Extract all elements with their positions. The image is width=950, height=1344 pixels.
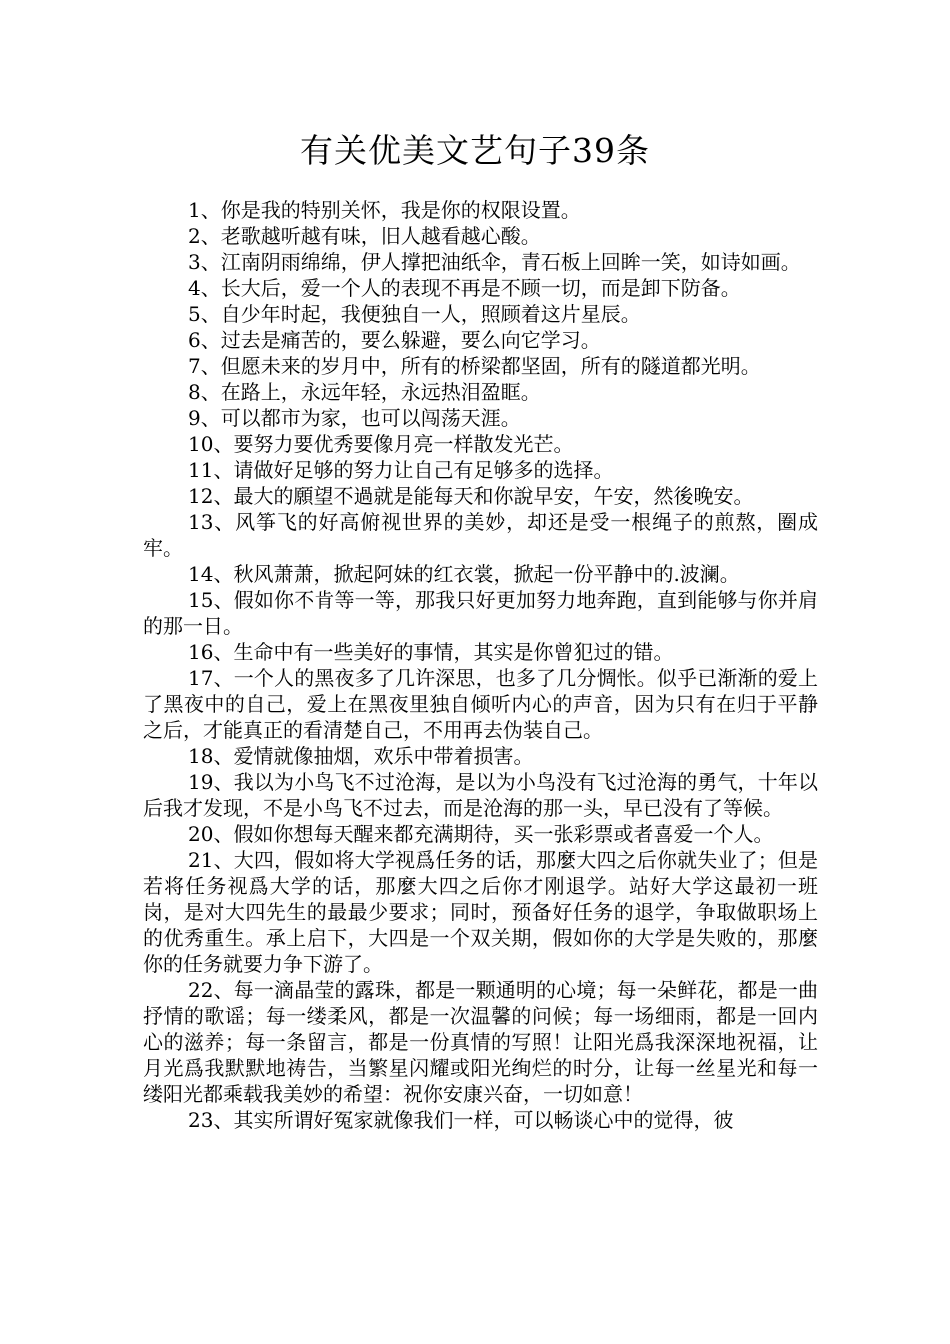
paragraph-10: 10、要努力要优秀要像月亮一样散发光芒。: [188, 432, 574, 456]
paragraph-23: 23、其实所谓好冤家就像我们一样，可以畅谈心中的觉得，彼: [188, 1108, 734, 1132]
paragraph-1: 1、你是我的特别关怀，我是你的权限设置。: [188, 198, 581, 222]
document-title: 有关优美文艺句子39条: [300, 131, 650, 170]
paragraph-18: 18、爱情就像抽烟，欢乐中带着损害。: [188, 744, 534, 768]
paragraph-4: 4、长大后，爱一个人的表现不再是不顾一切，而是卸下防备。: [188, 276, 741, 300]
paragraph-20: 20、假如你想每天醒来都充满期待，买一张彩票或者喜爱一个人。: [188, 822, 774, 846]
paragraph-19: 19、我以为小鸟飞不过沧海，是以为小鸟没有飞过沧海的勇气，十年以后我才发现，不是小鸟飞不过去，而是沧海的那一头，早已没有了等候。: [143, 770, 818, 820]
paragraph-9: 9、可以都市为家，也可以闯荡天涯。: [188, 406, 521, 430]
paragraph-17: 17、一个人的黑夜多了几许深思，也多了几分惆怅。似乎已渐渐的爱上了黑夜中的自己，爱上在黑夜里独自倾听内心的声音，因为只有在归于平静之后，才能真正的看清楚自己，不用再去伪装自己。: [143, 666, 818, 742]
paragraph-7: 7、但愿未来的岁月中，所有的桥梁都坚固，所有的隧道都光明。: [188, 354, 761, 378]
paragraph-21: 21、大四，假如将大学视爲任务的话，那麼大四之后你就失业了；但是若将任务视爲大学的话，那麼大四之后你才刚退学。站好大学这最初一班岗，是对大四先生的最最少要求；同时，预备好任务的退学，争取做职场上的优秀重生。承上启下，大四是一个双关期，假如你的大学是失败的，那麼你的任务就要力争下游了。: [143, 848, 818, 976]
paragraph-5: 5、自少年时起，我便独自一人，照顾着这片星辰。: [188, 302, 641, 326]
paragraph-8: 8、在路上，永远年轻，永远热泪盈眶。: [188, 380, 541, 404]
paragraph-15: 15、假如你不肯等一等，那我只好更加努力地奔跑，直到能够与你并肩的那一日。: [143, 588, 818, 638]
paragraph-16: 16、生命中有一些美好的事情，其实是你曾犯过的错。: [188, 640, 674, 664]
paragraph-6: 6、过去是痛苦的，要么躲避，要么向它学习。: [188, 328, 601, 352]
paragraph-22: 22、每一滴晶莹的露珠，都是一颗通明的心境；每一朵鲜花，都是一曲抒情的歌谣；每一缕柔风，都是一次温馨的问候；每一场细雨，都是一回内心的滋养；每一条留言，都是一份真情的写照！让阳光爲我深深地祝福，让月光爲我默默地祷告，当繁星闪耀或阳光绚烂的时分，让每一丝星光和每一缕阳光都乘载我美妙的希望：祝你安康兴奋，一切如意！: [143, 978, 818, 1106]
paragraph-11: 11、请做好足够的努力让自己有足够多的选择。: [188, 458, 614, 482]
paragraph-14: 14、秋风萧萧，掀起阿妹的红衣裳，掀起一份平静中的.波澜。: [188, 562, 740, 586]
paragraph-2: 2、老歌越听越有味，旧人越看越心酸。: [188, 224, 541, 248]
document-body: [143, 197, 818, 1133]
paragraph-3: 3、江南阴雨绵绵，伊人撑把油纸伞，青石板上回眸一笑，如诗如画。: [188, 250, 801, 274]
paragraph-12: 12、最大的願望不過就是能每天和你說早安，午安，然後晚安。: [188, 484, 754, 508]
paragraph-13: 13、风筝飞的好高俯视世界的美妙，却还是受一根绳子的煎熬，圈成牢。: [143, 510, 818, 560]
